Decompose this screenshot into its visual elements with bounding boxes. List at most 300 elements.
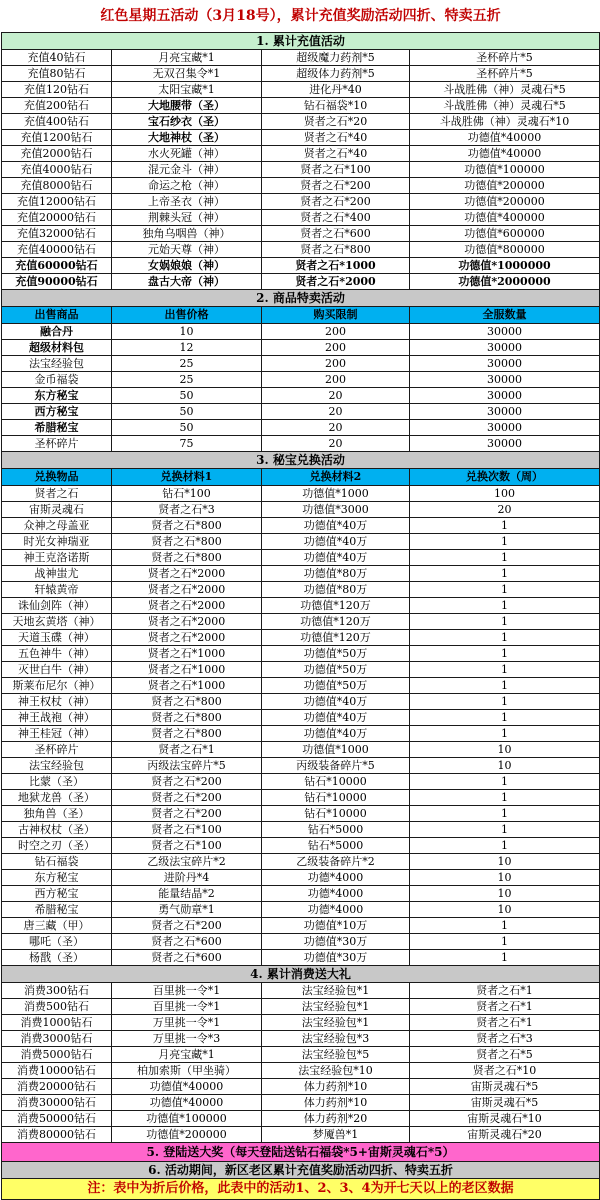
table-row: [2, 918, 600, 934]
table-cell: 进阶丹*4: [112, 870, 262, 886]
table-cell: 1: [410, 774, 600, 790]
column-header: 兑换次数（周）: [410, 469, 600, 486]
table-cell: 钻石福袋: [2, 854, 112, 870]
table-cell: 充值20000钻石: [2, 210, 112, 226]
table-row: [2, 886, 600, 902]
column-header: 全服数量: [410, 307, 600, 324]
table-cell: 独角乌咽兽（神）: [112, 226, 262, 242]
table-row: [2, 1047, 600, 1063]
table-cell: 1: [410, 838, 600, 854]
table-row: [2, 324, 600, 340]
table-row: [2, 66, 600, 82]
table-cell: 贤者之石*800: [262, 242, 410, 258]
table-row: [2, 566, 600, 582]
table-cell: 丙级法宝碎片*5: [112, 758, 262, 774]
table-cell: 贤者之石*40: [262, 130, 410, 146]
table-cell: 1: [410, 614, 600, 630]
table-cell: 唐三藏（甲）: [2, 918, 112, 934]
table-cell: 东方秘宝: [2, 388, 112, 404]
section6-banner: 6. 活动期间，新区老区累计充值奖励活动四折、特卖五折: [2, 1162, 600, 1179]
table-cell: 功德值*600000: [410, 226, 600, 242]
section2-heading: 2. 商品特卖活动: [2, 290, 600, 307]
footer-note: 注：表中为折后价格，此表中的活动1、2、3、4为开七天以上的老区数据: [2, 1179, 600, 1200]
table-cell: 功德值*40万: [262, 534, 410, 550]
table-cell: 法宝经验包*10: [262, 1063, 410, 1079]
table-row: [2, 130, 600, 146]
table-cell: 20: [262, 404, 410, 420]
table-cell: 30000: [410, 372, 600, 388]
table-cell: 功德值*50万: [262, 646, 410, 662]
table-row: [2, 662, 600, 678]
table-row: [2, 82, 600, 98]
table-row: [2, 1111, 600, 1127]
table-cell: 1: [410, 646, 600, 662]
table-cell: 50: [112, 420, 262, 436]
column-header: 兑换物品: [2, 469, 112, 486]
table-row: [2, 486, 600, 502]
table-cell: 贤者之石*200: [112, 790, 262, 806]
table-cell: 1: [410, 918, 600, 934]
table-cell: 命运之枪（神）: [112, 178, 262, 194]
table-cell: 贤者之石*600: [262, 226, 410, 242]
table-cell: 贤者之石*1: [112, 742, 262, 758]
table-cell: 宙斯灵魂石*10: [410, 1111, 600, 1127]
table-cell: 50: [112, 404, 262, 420]
table-cell: 功德值*400000: [410, 210, 600, 226]
table-row: [2, 550, 600, 566]
table-cell: 圣杯碎片*5: [410, 66, 600, 82]
table-cell: 功德*4000: [262, 902, 410, 918]
table-cell: 充值60000钻石: [2, 258, 112, 274]
table-cell: 钻石*10000: [262, 806, 410, 822]
table-cell: 贤者之石*2000: [112, 598, 262, 614]
table-cell: 功德值*1000: [262, 486, 410, 502]
table-cell: 贤者之石*600: [112, 934, 262, 950]
section3-header-row: [2, 469, 600, 486]
table-row: [2, 854, 600, 870]
table-cell: 贤者之石*100: [112, 838, 262, 854]
table-cell: 1: [410, 950, 600, 966]
table-row: [2, 372, 600, 388]
table-cell: 10: [410, 902, 600, 918]
table-cell: 1: [410, 550, 600, 566]
table-cell: 功德值*800000: [410, 242, 600, 258]
table-row: [2, 404, 600, 420]
table-cell: 法宝经验包*1: [262, 983, 410, 999]
table-cell: 贤者之石*1: [410, 983, 600, 999]
table-cell: 10: [112, 324, 262, 340]
table-cell: 轩辕黄帝: [2, 582, 112, 598]
table-cell: 功德值*40000: [410, 146, 600, 162]
table-row: [2, 934, 600, 950]
table-cell: 贤者之石*200: [112, 806, 262, 822]
table-cell: 充值4000钻石: [2, 162, 112, 178]
table-row: [2, 983, 600, 999]
table-cell: 独角兽（圣）: [2, 806, 112, 822]
table-row: [2, 758, 600, 774]
table-cell: 200: [262, 340, 410, 356]
section5-banner: 5. 登陆送大奖（每天登陆送钻石福袋*5+宙斯灵魂石*5）: [2, 1143, 600, 1162]
table-row: [2, 1015, 600, 1031]
table-cell: 25: [112, 372, 262, 388]
table-cell: 12: [112, 340, 262, 356]
table-row: [2, 356, 600, 372]
table-row: [2, 838, 600, 854]
table-row: [2, 726, 600, 742]
table-cell: 充值8000钻石: [2, 178, 112, 194]
table-cell: 贤者之石*2000: [112, 582, 262, 598]
table-cell: 斗战胜佛（神）灵魂石*5: [410, 98, 600, 114]
event-table: [1, 0, 600, 1200]
table-row: [2, 1063, 600, 1079]
table-cell: 充值1200钻石: [2, 130, 112, 146]
table-cell: 体力药剂*10: [262, 1079, 410, 1095]
table-row: [2, 902, 600, 918]
table-cell: 充值200钻石: [2, 98, 112, 114]
table-row: [2, 226, 600, 242]
table-cell: 贤者之石*800: [112, 726, 262, 742]
table-cell: 法宝经验包*1: [262, 999, 410, 1015]
table-cell: 贤者之石*800: [112, 534, 262, 550]
table-cell: 功德值*40万: [262, 518, 410, 534]
table-cell: 功德值*120万: [262, 630, 410, 646]
table-row: [2, 98, 600, 114]
table-cell: 钻石福袋*10: [262, 98, 410, 114]
section1-heading: 1. 累计充值活动: [2, 33, 600, 50]
table-cell: 比蒙（圣）: [2, 774, 112, 790]
table-cell: 能量结晶*2: [112, 886, 262, 902]
table-cell: 贤者之石*1000: [112, 662, 262, 678]
table-cell: 斯莱布尼尔（神）: [2, 678, 112, 694]
table-row: [2, 1079, 600, 1095]
table-cell: 神王克洛诺斯: [2, 550, 112, 566]
table-cell: 20: [262, 436, 410, 452]
table-cell: 斗战胜佛（神）灵魂石*10: [410, 114, 600, 130]
table-cell: 1: [410, 678, 600, 694]
table-cell: 神王战袍（神）: [2, 710, 112, 726]
table-cell: 神王权杖（神）: [2, 694, 112, 710]
table-cell: 贤者之石*800: [112, 710, 262, 726]
table-row: [2, 162, 600, 178]
table-cell: 贤者之石*100: [112, 822, 262, 838]
table-cell: 宙斯灵魂石*5: [410, 1095, 600, 1111]
table-cell: 贤者之石*800: [112, 518, 262, 534]
table-cell: 希腊秘宝: [2, 420, 112, 436]
table-cell: 万里挑一令*1: [112, 1015, 262, 1031]
table-cell: 消费5000钻石: [2, 1047, 112, 1063]
table-cell: 贤者之石*1000: [112, 646, 262, 662]
table-cell: 贤者之石*600: [112, 950, 262, 966]
table-cell: 圣杯碎片*5: [410, 50, 600, 66]
table-cell: 杨戬（圣）: [2, 950, 112, 966]
table-cell: 西方秘宝: [2, 886, 112, 902]
table-cell: 女娲娘娘（神）: [112, 258, 262, 274]
table-cell: 法宝经验包: [2, 356, 112, 372]
table-cell: 荆棘头冠（神）: [112, 210, 262, 226]
table-cell: 1: [410, 630, 600, 646]
table-row: [2, 950, 600, 966]
table-cell: 功德值*80万: [262, 566, 410, 582]
table-cell: 超级材料包: [2, 340, 112, 356]
table-cell: 贤者之石: [2, 486, 112, 502]
table-cell: 贤者之石*1000: [112, 678, 262, 694]
table-row: [2, 210, 600, 226]
table-cell: 功德值*50万: [262, 662, 410, 678]
table-cell: 功德值*1000000: [410, 258, 600, 274]
table-row: [2, 790, 600, 806]
table-cell: 五色神牛（神）: [2, 646, 112, 662]
table-row: [2, 710, 600, 726]
table-cell: 10: [410, 854, 600, 870]
table-cell: 梦魇兽*1: [262, 1127, 410, 1143]
table-cell: 功德值*30万: [262, 934, 410, 950]
table-cell: 50: [112, 388, 262, 404]
table-cell: 百里挑一令*1: [112, 999, 262, 1015]
table-cell: 30000: [410, 388, 600, 404]
table-cell: 功德值*200000: [112, 1127, 262, 1143]
table-cell: 20: [262, 420, 410, 436]
table-cell: 法宝经验包*3: [262, 1031, 410, 1047]
table-cell: 功德值*40万: [262, 726, 410, 742]
table-row: [2, 806, 600, 822]
section4-heading: 4. 累计消费送大礼: [2, 966, 600, 983]
table-cell: 贤者之石*20: [262, 114, 410, 130]
table-cell: 贤者之石*1: [410, 1015, 600, 1031]
table-row: [2, 388, 600, 404]
table-cell: 贤者之石*200: [112, 918, 262, 934]
table-cell: 宙斯灵魂石*5: [410, 1079, 600, 1095]
table-cell: 功德值*100000: [112, 1111, 262, 1127]
table-cell: 消费500钻石: [2, 999, 112, 1015]
table-cell: 贤者之石*200: [112, 774, 262, 790]
table-row: [2, 614, 600, 630]
table-cell: 30000: [410, 340, 600, 356]
table-cell: 功德值*100000: [410, 162, 600, 178]
table-cell: 功德值*40万: [262, 550, 410, 566]
table-cell: 30000: [410, 404, 600, 420]
table-cell: 30000: [410, 324, 600, 340]
table-cell: 太阳宝藏*1: [112, 82, 262, 98]
column-header: 兑换材料2: [262, 469, 410, 486]
table-cell: 神王桂冠（神）: [2, 726, 112, 742]
table-cell: 消费3000钻石: [2, 1031, 112, 1047]
table-cell: 元始天尊（神）: [112, 242, 262, 258]
table-cell: 贤者之石*400: [262, 210, 410, 226]
table-cell: 消费1000钻石: [2, 1015, 112, 1031]
table-cell: 10: [410, 886, 600, 902]
table-cell: 金币福袋: [2, 372, 112, 388]
table-cell: 功德值*120万: [262, 598, 410, 614]
table-cell: 贤者之石*5: [410, 1047, 600, 1063]
table-cell: 丙级装备碎片*5: [262, 758, 410, 774]
table-cell: 贤者之石*2000: [112, 614, 262, 630]
table-cell: 功德值*200000: [410, 194, 600, 210]
table-cell: 1: [410, 518, 600, 534]
table-cell: 勇气勋章*1: [112, 902, 262, 918]
table-cell: 贤者之石*1: [410, 999, 600, 1015]
table-cell: 月亮宝藏*1: [112, 50, 262, 66]
column-header: 购买限制: [262, 307, 410, 324]
table-cell: 钻石*5000: [262, 822, 410, 838]
table-cell: 贤者之石*40: [262, 146, 410, 162]
table-cell: 消费20000钻石: [2, 1079, 112, 1095]
table-cell: 1: [410, 694, 600, 710]
table-row: [2, 678, 600, 694]
table-row: [2, 694, 600, 710]
table-row: [2, 774, 600, 790]
table-row: [2, 420, 600, 436]
table-cell: 大地腰带（圣）: [112, 98, 262, 114]
table-cell: 1: [410, 566, 600, 582]
table-cell: 宝石纱衣（圣）: [112, 114, 262, 130]
table-cell: 贤者之石*10: [410, 1063, 600, 1079]
table-row: [2, 870, 600, 886]
table-cell: 1: [410, 662, 600, 678]
table-cell: 充值90000钻石: [2, 274, 112, 290]
table-cell: 功德值*40000: [112, 1079, 262, 1095]
table-cell: 20: [262, 388, 410, 404]
table-cell: 上帝圣衣（神）: [112, 194, 262, 210]
table-row: [2, 258, 600, 274]
table-cell: 百里挑一令*1: [112, 983, 262, 999]
table-row: [2, 146, 600, 162]
table-cell: 月亮宝藏*1: [112, 1047, 262, 1063]
table-cell: 功德值*40万: [262, 694, 410, 710]
table-cell: 100: [410, 486, 600, 502]
table-row: [2, 178, 600, 194]
table-cell: 希腊秘宝: [2, 902, 112, 918]
table-cell: 法宝经验包*1: [262, 1015, 410, 1031]
table-row: [2, 582, 600, 598]
table-cell: 30000: [410, 436, 600, 452]
table-cell: 乙级装备碎片*2: [262, 854, 410, 870]
table-cell: 贤者之石*2000: [112, 630, 262, 646]
table-cell: 超级体力药剂*5: [262, 66, 410, 82]
table-cell: 功德值*50万: [262, 678, 410, 694]
table-cell: 功德值*120万: [262, 614, 410, 630]
table-cell: 10: [410, 870, 600, 886]
table-cell: 斗战胜佛（神）灵魂石*5: [410, 82, 600, 98]
table-cell: 200: [262, 372, 410, 388]
table-cell: 消费50000钻石: [2, 1111, 112, 1127]
table-cell: 法宝经验包: [2, 758, 112, 774]
event-table-body: [2, 0, 600, 1200]
table-cell: 200: [262, 356, 410, 372]
table-cell: 圣杯碎片: [2, 742, 112, 758]
table-cell: 贤者之石*3: [112, 502, 262, 518]
table-cell: 1: [410, 710, 600, 726]
table-cell: 充值80钻石: [2, 66, 112, 82]
table-cell: 功德*4000: [262, 870, 410, 886]
table-row: [2, 646, 600, 662]
table-cell: 消费80000钻石: [2, 1127, 112, 1143]
table-cell: 混元金斗（神）: [112, 162, 262, 178]
table-cell: 10: [410, 742, 600, 758]
table-cell: 钻石*10000: [262, 790, 410, 806]
table-row: [2, 999, 600, 1015]
table-cell: 大地神杖（圣）: [112, 130, 262, 146]
table-cell: 超级魔力药剂*5: [262, 50, 410, 66]
table-cell: 钻石*100: [112, 486, 262, 502]
table-cell: 法宝经验包*5: [262, 1047, 410, 1063]
table-cell: 消费30000钻石: [2, 1095, 112, 1111]
table-row: [2, 194, 600, 210]
table-cell: 贤者之石*1000: [262, 258, 410, 274]
table-cell: 地狱龙兽（圣）: [2, 790, 112, 806]
table-cell: 功德值*80万: [262, 582, 410, 598]
table-cell: 30000: [410, 420, 600, 436]
table-cell: 1: [410, 598, 600, 614]
table-cell: 哪吒（圣）: [2, 934, 112, 950]
table-cell: 75: [112, 436, 262, 452]
table-cell: 1: [410, 806, 600, 822]
table-cell: 功德值*3000: [262, 502, 410, 518]
page-title: 红色星期五活动（3月18号），累计充值奖励活动四折、特卖五折: [2, 0, 600, 33]
table-cell: 1: [410, 934, 600, 950]
table-row: [2, 1031, 600, 1047]
table-cell: 充值400钻石: [2, 114, 112, 130]
table-cell: 功德值*1000: [262, 742, 410, 758]
table-cell: 功德值*40万: [262, 710, 410, 726]
table-row: [2, 534, 600, 550]
table-cell: 功德值*200000: [410, 178, 600, 194]
table-cell: 功德值*10万: [262, 918, 410, 934]
table-cell: 功德值*30万: [262, 950, 410, 966]
table-cell: 时空之刃（圣）: [2, 838, 112, 854]
table-cell: 钻石*5000: [262, 838, 410, 854]
table-cell: 天道玉碟（神）: [2, 630, 112, 646]
table-cell: 战神蚩尤: [2, 566, 112, 582]
table-row: [2, 630, 600, 646]
table-cell: 1: [410, 822, 600, 838]
table-cell: 众神之母盖亚: [2, 518, 112, 534]
table-cell: 1: [410, 726, 600, 742]
table-cell: 贤者之石*200: [262, 178, 410, 194]
table-row: [2, 50, 600, 66]
table-cell: 西方秘宝: [2, 404, 112, 420]
table-cell: 柏加索斯（甲坐骑）: [112, 1063, 262, 1079]
table-cell: 消费10000钻石: [2, 1063, 112, 1079]
table-row: [2, 742, 600, 758]
table-row: [2, 340, 600, 356]
table-cell: 贤者之石*2000: [262, 274, 410, 290]
table-cell: 功德值*2000000: [410, 274, 600, 290]
table-row: [2, 822, 600, 838]
table-cell: 充值40000钻石: [2, 242, 112, 258]
table-cell: 200: [262, 324, 410, 340]
table-cell: 无双召集令*1: [112, 66, 262, 82]
table-row: [2, 1095, 600, 1111]
table-cell: 贤者之石*800: [112, 550, 262, 566]
table-cell: 圣杯碎片: [2, 436, 112, 452]
table-cell: 宙斯灵魂石*20: [410, 1127, 600, 1143]
table-cell: 1: [410, 582, 600, 598]
table-cell: 东方秘宝: [2, 870, 112, 886]
table-cell: 体力药剂*20: [262, 1111, 410, 1127]
table-row: [2, 114, 600, 130]
table-cell: 1: [410, 790, 600, 806]
table-cell: 贤者之石*2000: [112, 566, 262, 582]
column-header: 兑换材料1: [112, 469, 262, 486]
table-cell: 融合丹: [2, 324, 112, 340]
column-header: 出售价格: [112, 307, 262, 324]
table-cell: 消费300钻石: [2, 983, 112, 999]
table-cell: 时光女神瑞亚: [2, 534, 112, 550]
table-cell: 万里挑一令*3: [112, 1031, 262, 1047]
table-cell: 20: [410, 502, 600, 518]
table-row: [2, 436, 600, 452]
table-cell: 25: [112, 356, 262, 372]
